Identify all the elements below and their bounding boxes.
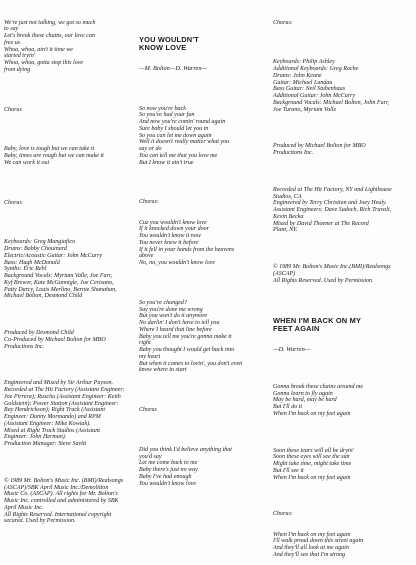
musician-credits: Keyboards: Philip Ashley Additional Keyboards: Greg Roche Drums: John Keane Guitar: Michael Landau Bass Guitar: Neil Stubenhaus Additional Guitar: John McCurry Background Vocals: Michael Bolton, John Farr, Joe Turano, Myriam Valle <box>273 59 390 113</box>
songwriter-byline: —D. Warren— <box>273 346 311 354</box>
lyrics-chorus: Cuz you wouldn't know love If it knocked down your door You wouldn't know it now You never knew it before If it fell in your hands from the heavens above No, no, you wouldn't know love <box>139 219 235 267</box>
lyrics-verse: Did you think I'd believe anything that you'd say Let me come back to me Baby there's just no way Baby I've had enough You wouldn't know love <box>139 446 232 487</box>
lyrics-verse: Soon these tears will all be dryin' Soon these eyes will see the sun Might take time, might take time But I'll see it When I'm back on my feet again <box>273 447 354 481</box>
engineering-credits: Recorded at The Hit Factory, NY and Lighthouse Studios, CA Engineered by Terry Christian and Joey Healy. Assistant Engineers: Dave Sadoch, Rich Travali, Kevin Becka Mixed by David Thoener at The Record Plant, NY. <box>273 186 392 234</box>
copyright-notice: © 1989 Mr. Bolton's Music Inc.(BMI)/Realsongs (ASCAP) All Rights Reserved. Used by Permission. <box>273 264 391 284</box>
right-column <box>273 6 413 558</box>
chorus-label: Chorus <box>139 407 157 414</box>
producer-credits: Produced by Michael Bolton for MBO Productions Inc. <box>273 143 366 156</box>
chorus-label: Chorus: <box>139 199 159 206</box>
chorus-label: Chorus <box>4 106 22 113</box>
engineering-credits: Engineered and Mixed by Sir Arthur Payson. Recorded at The Hit Factory (Assistant Engineer: Joe Pirrera); Ruscha (Assistant Engineer: Keith Goldstein); Power Station (Assistant Engineer: Ray Hendrickson); Right Track (Assistant Engineer: Danny Mormando) and RPM (Assistant Engineer: Mike Kowiak). Mixed at Right Track Studios (Assistant Engineer: John Herman). Production Manager: Steve Savitt <box>4 380 125 447</box>
lyrics-verse: Baby, love is tough but we can take it Baby, times are rough but we can make it We can work it out <box>4 146 104 166</box>
lyrics-verse: So you've changed? Say you're done me wrong But you won't do it anymore No darlin' I don't have to tell you Where I heard that line before Baby you tell me you're gonna make it right Baby you thought I would get back into my heart But when it comes to lovin', you don't even know where to start <box>139 299 243 374</box>
middle-column <box>139 6 265 487</box>
song-title: WHEN I'M BACK ON MY FEET AGAIN <box>273 316 362 334</box>
chorus-label: Chorus: <box>273 511 293 518</box>
chorus-label: Chorus <box>4 199 22 206</box>
song-title: YOU WOULDN'T KNOW LOVE <box>139 35 199 53</box>
copyright-notice: © 1989 Mr. Bolton's Music Inc. (BMI)/Realsongs (ASCAP)/SBK April Music Inc./Demolition Music Co. (ASCAP). All rights for Mr. Bolton's Music Inc. controlled and administered by SBK April Music Inc. All Rights Reserved. International copyright secured. Used by Permission. <box>4 477 124 525</box>
lyrics-verse: Gonna break these chains around me Gonna learn to fly again May be hard, may be hard But I'll do it When I'm back on my feet again <box>273 383 364 417</box>
producer-credits: Produced by Desmond Child Co-Produced by Michael Bolton for MBO Productions Inc. <box>4 330 106 350</box>
songwriter-byline: —M. Bolton—D. Warren— <box>139 64 208 72</box>
lyrics-chorus: When I'm back on my feet again I'll walk proud down this street again And they'll all look at me again And they'll see that I'm strong <box>273 531 364 558</box>
lyrics-verse: So now you're back So you've had your fun And now you're comin' round again Sure baby I should let you in So you can let me down again Well it doesn't really matter what you say or do You can tell me that you love me But I know it ain't true <box>139 105 230 166</box>
chorus-label: Chorus: <box>273 19 293 26</box>
left-column <box>4 6 125 525</box>
musician-credits: Keyboards: Greg Mangiafico Drums: Bobby Chouinard Electric/Acoustic Guitar: John McCurry Bass: Hugh McDonald Synths: Eric Rehl Background Vocals: Myriam Valle, Joe Farr, Kyf Brewer, Kate McGunnigle, Joe Cerisano, Patty Darcy, Louis Merlino, Bernie Shanahan, Michael Bolton, Desmond Child <box>4 239 117 300</box>
lyrics-verse: We're just not talking, we got so much to say Let's break these chains, our love can free us Whoa, whoa, ain't it time we started tryin' Whoa, whoa, gotta stop this love from dying <box>4 19 96 73</box>
